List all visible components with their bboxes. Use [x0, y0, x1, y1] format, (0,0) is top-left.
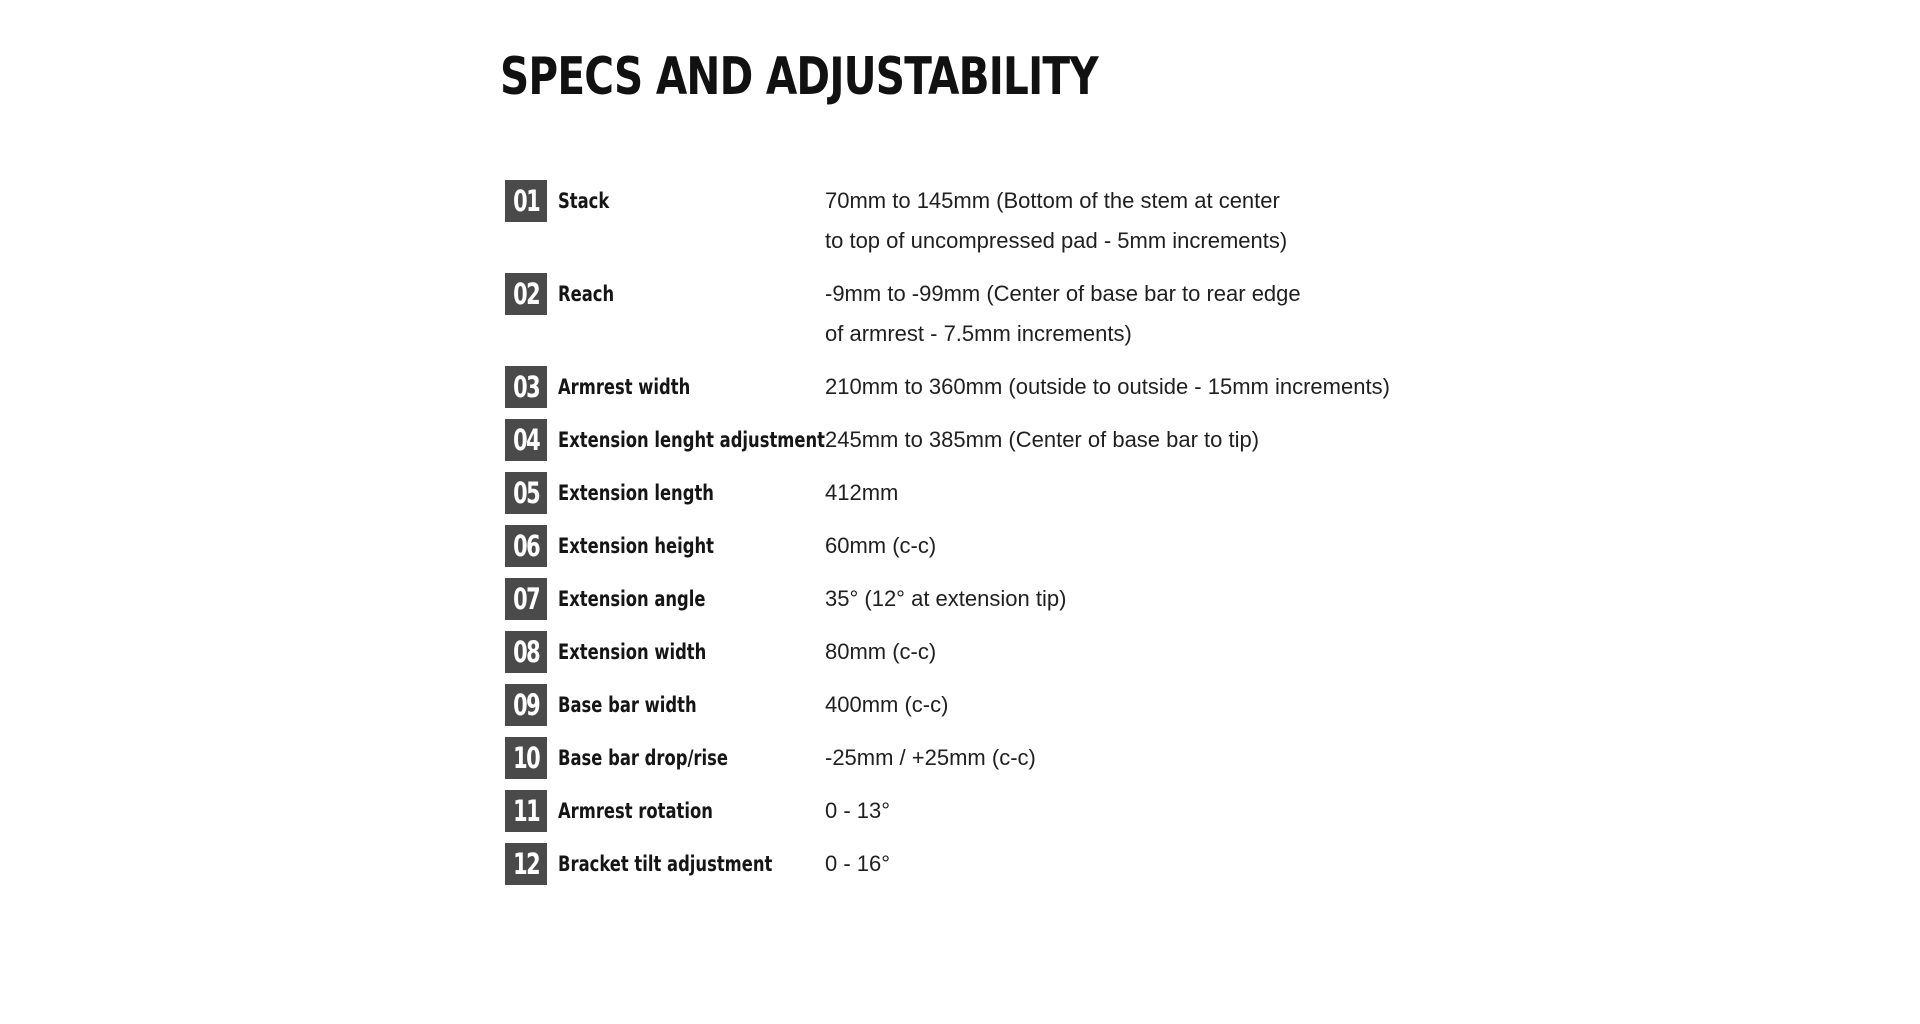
spec-row	[505, 419, 1465, 461]
spec-number: 01	[512, 184, 540, 218]
spec-number-badge	[505, 273, 547, 315]
spec-number: 04	[512, 423, 540, 457]
spec-row	[505, 631, 1465, 673]
spec-value	[825, 180, 1465, 262]
spec-label-text: Stack	[558, 189, 610, 213]
spec-row	[505, 790, 1465, 832]
spec-number-badge	[505, 737, 547, 779]
spec-value-line: 0 - 13°	[825, 798, 891, 823]
spec-value-line: 245mm to 385mm (Center of base bar to tip)	[825, 427, 1260, 452]
spec-number: 11	[512, 794, 540, 828]
page-title: SPECS AND ADJUSTABILITY	[500, 47, 1098, 107]
spec-label	[547, 180, 825, 222]
spec-label-text: Bracket tilt adjustment	[558, 852, 773, 876]
spec-row	[505, 684, 1465, 726]
spec-value-line: 35° (12° at extension tip)	[825, 586, 1067, 611]
spec-value	[825, 843, 1465, 885]
spec-number-badge	[505, 684, 547, 726]
spec-number: 08	[512, 635, 540, 669]
spec-value-line: 70mm to 145mm (Bottom of the stem at center	[825, 188, 1280, 213]
spec-row	[505, 366, 1465, 408]
spec-number-badge	[505, 419, 547, 461]
spec-value	[825, 273, 1465, 355]
spec-number: 06	[512, 529, 540, 563]
specs-list	[505, 180, 1465, 896]
spec-label	[547, 578, 825, 620]
spec-number: 12	[512, 847, 540, 881]
spec-label	[547, 525, 825, 567]
spec-label-text: Armrest width	[558, 375, 691, 399]
spec-number-badge	[505, 843, 547, 885]
spec-value-line: 210mm to 360mm (outside to outside - 15mm increments)	[825, 374, 1390, 399]
spec-number: 07	[512, 582, 540, 616]
spec-row	[505, 525, 1465, 567]
spec-label-text: Extension height	[558, 534, 714, 558]
spec-value-line: 80mm (c-c)	[825, 639, 937, 664]
spec-value-line: 0 - 16°	[825, 851, 891, 876]
spec-value	[825, 366, 1465, 408]
spec-label-text: Base bar width	[558, 693, 697, 717]
spec-value-line: -25mm / +25mm (c-c)	[825, 745, 1036, 770]
spec-number: 02	[512, 277, 540, 311]
spec-number-badge	[505, 631, 547, 673]
spec-row	[505, 472, 1465, 514]
spec-value	[825, 737, 1465, 779]
spec-label	[547, 843, 825, 885]
spec-row	[505, 180, 1465, 262]
spec-value	[825, 525, 1465, 567]
spec-label-text: Reach	[558, 282, 615, 306]
spec-number-badge	[505, 366, 547, 408]
spec-value-line: 400mm (c-c)	[825, 692, 949, 717]
spec-label	[547, 737, 825, 779]
spec-value	[825, 578, 1465, 620]
spec-row	[505, 578, 1465, 620]
spec-number-badge	[505, 578, 547, 620]
spec-label	[547, 419, 825, 461]
spec-label	[547, 631, 825, 673]
spec-number-badge	[505, 180, 547, 222]
spec-row	[505, 737, 1465, 779]
spec-number: 09	[512, 688, 540, 722]
spec-number: 05	[512, 476, 540, 510]
spec-value-line: -9mm to -99mm (Center of base bar to rear edge	[825, 281, 1301, 306]
spec-number-badge	[505, 472, 547, 514]
spec-label	[547, 790, 825, 832]
spec-label	[547, 366, 825, 408]
spec-label-text: Armrest rotation	[558, 799, 713, 823]
spec-number-badge	[505, 790, 547, 832]
spec-label-text: Extension lenght adjustment	[558, 428, 825, 452]
spec-value-line: to top of uncompressed pad - 5mm increments)	[825, 228, 1288, 253]
spec-label	[547, 472, 825, 514]
spec-label	[547, 273, 825, 315]
spec-value-line: 60mm (c-c)	[825, 533, 937, 558]
spec-row	[505, 273, 1465, 355]
spec-value	[825, 790, 1465, 832]
spec-label-text: Base bar drop/rise	[558, 746, 728, 770]
spec-value-line: 412mm	[825, 480, 899, 505]
spec-value-line: of armrest - 7.5mm increments)	[825, 321, 1132, 346]
spec-number: 10	[512, 741, 540, 775]
spec-value	[825, 631, 1465, 673]
spec-value	[825, 684, 1465, 726]
spec-value	[825, 472, 1465, 514]
spec-label-text: Extension width	[558, 640, 707, 664]
spec-number-badge	[505, 525, 547, 567]
spec-label-text: Extension angle	[558, 587, 706, 611]
spec-row	[505, 843, 1465, 885]
spec-label-text: Extension length	[558, 481, 714, 505]
spec-label	[547, 684, 825, 726]
spec-value	[825, 419, 1465, 461]
spec-number: 03	[512, 370, 540, 404]
